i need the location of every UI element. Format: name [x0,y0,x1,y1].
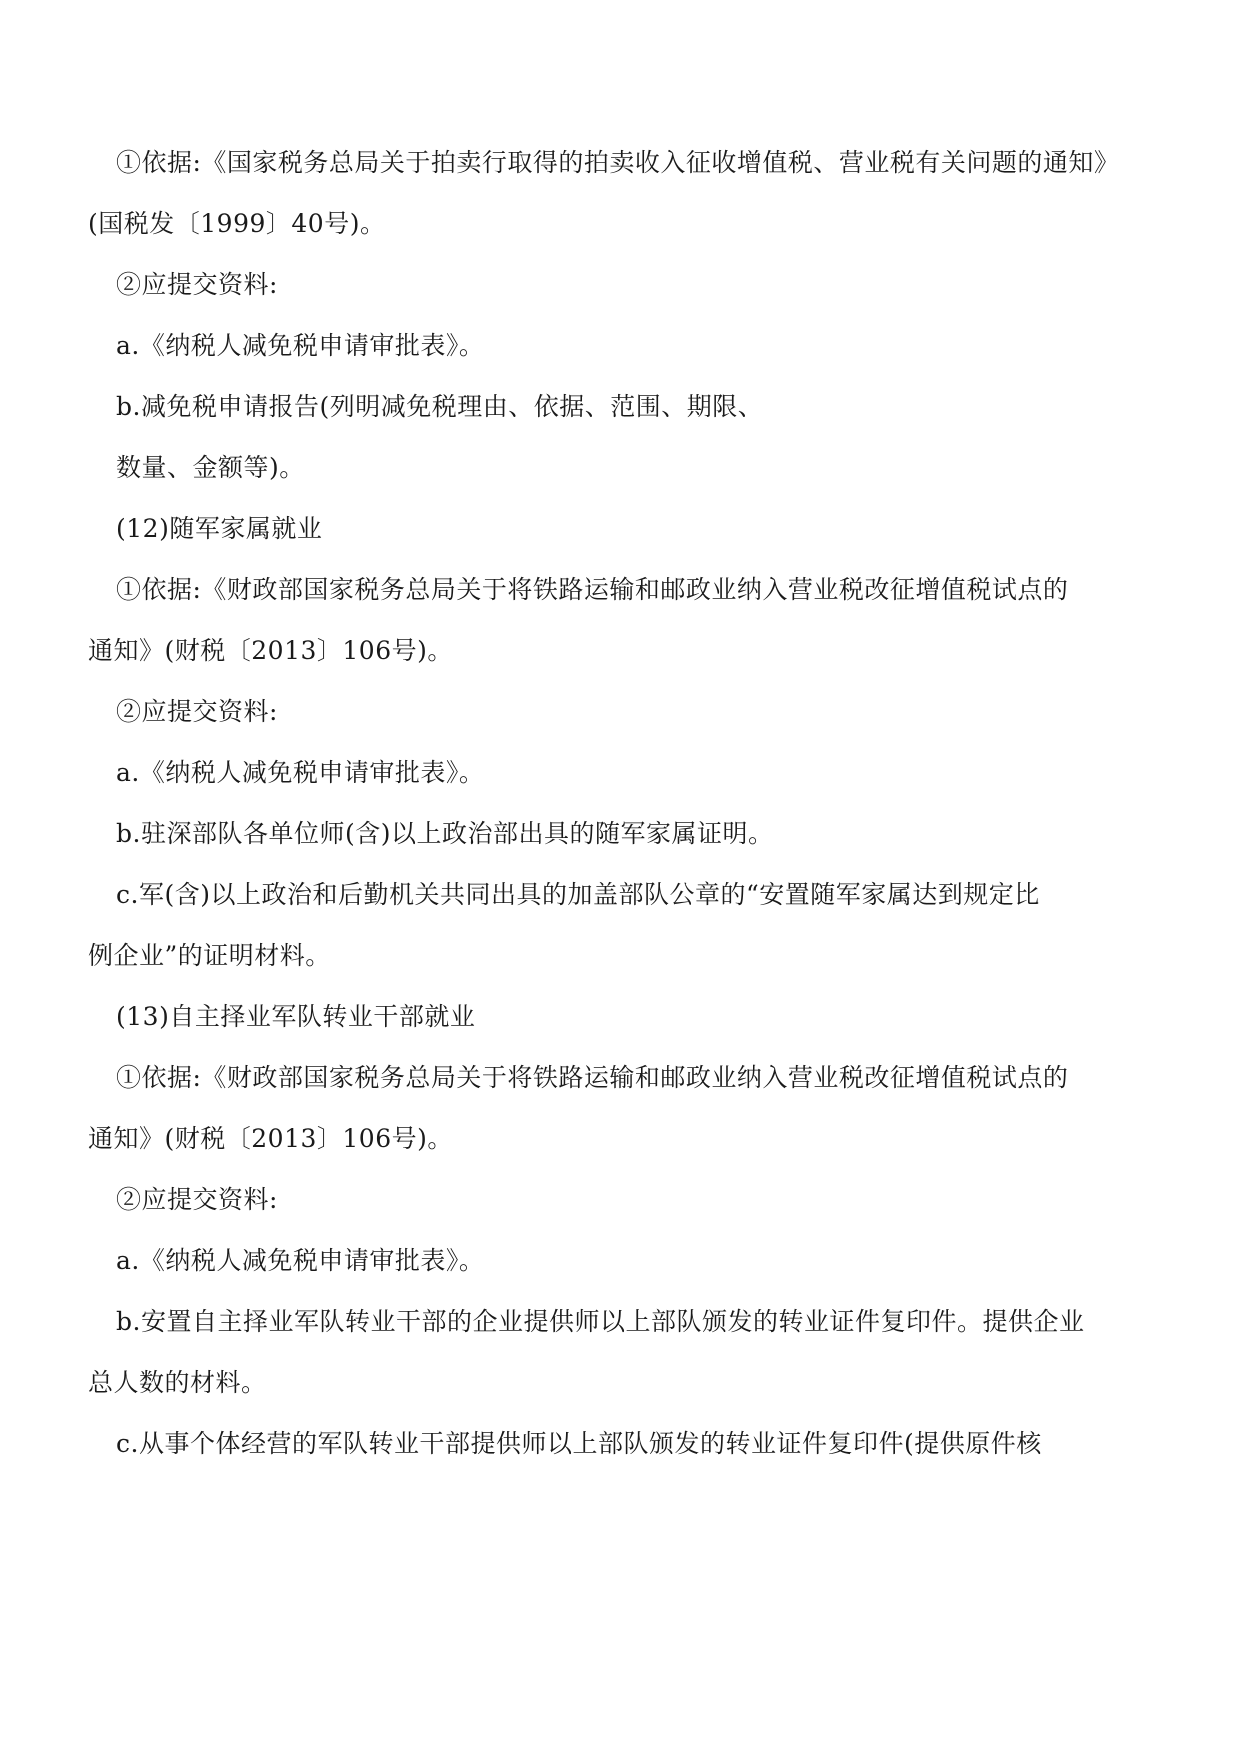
text-line: c.军(含)以上政治和后勤机关共同出具的加盖部队公章的“安置随军家属达到规定比 [116,880,1040,909]
text-line: ②应提交资料: [116,697,278,726]
text-line: b.减免税申请报告(列明减免税理由、依据、范围、期限、 [116,392,764,421]
text-line: b.驻深部队各单位师(含)以上政治部出具的随军家属证明。 [116,819,774,848]
section-heading: (13)自主择业军队转业干部就业 [116,1002,476,1031]
text-line: c.从事个体经营的军队转业干部提供师以上部队颁发的转业证件复印件(提供原件核 [116,1429,1042,1458]
text-line: 总人数的材料。 [88,1368,267,1397]
text-line: a.《纳税人减免税申请审批表》。 [116,331,485,360]
text-line: ①依据:《财政部国家税务总局关于将铁路运输和邮政业纳入营业税改征增值税试点的 [116,1063,1069,1092]
text-line: ②应提交资料: [116,270,278,299]
text-line: a.《纳税人减免税申请审批表》。 [116,758,485,787]
text-line: ①依据:《财政部国家税务总局关于将铁路运输和邮政业纳入营业税改征增值税试点的 [116,575,1069,604]
text-line: (国税发〔1999〕40号)。 [88,209,386,238]
text-line: b.安置自主择业军队转业干部的企业提供师以上部队颁发的转业证件复印件。提供企业 [116,1307,1085,1336]
text-line: 数量、金额等)。 [116,453,305,482]
text-line: ②应提交资料: [116,1185,278,1214]
text-line: 例企业”的证明材料。 [88,941,331,970]
text-line: ①依据:《国家税务总局关于拍卖行取得的拍卖收入征收增值税、营业税有关问题的通知》 [116,148,1120,177]
text-line: a.《纳税人减免税申请审批表》。 [116,1246,485,1275]
text-line: 通知》(财税〔2013〕106号)。 [88,636,453,665]
section-heading: (12)随军家属就业 [116,514,323,543]
text-line: 通知》(财税〔2013〕106号)。 [88,1124,453,1153]
